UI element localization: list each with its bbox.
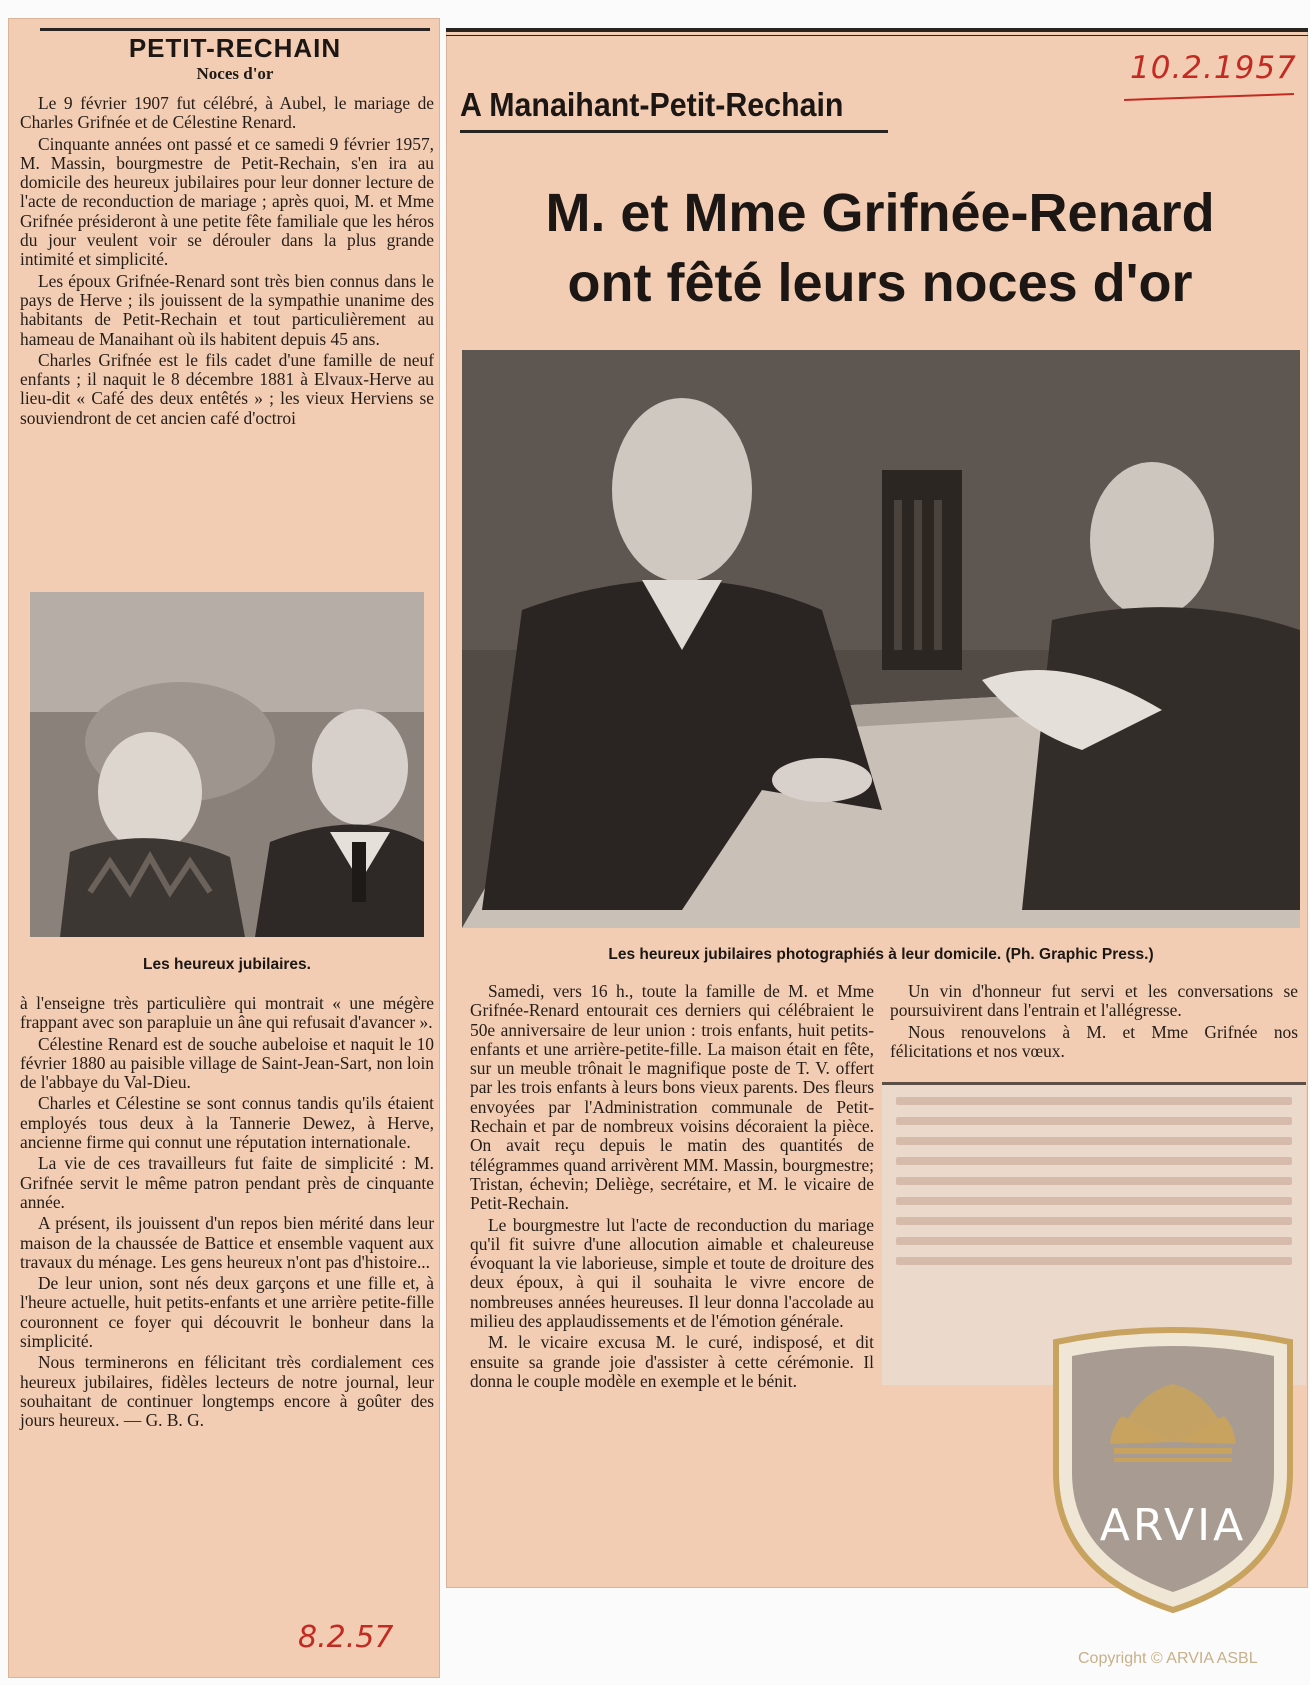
paragraph: Le bourgmestre lut l'acte de reconduction du mariage qu'il fit suivre d'une allocution aimable et chaleureuse évoquant la vie laborieuse, simple et toute de droiture des deux époux, à qui il souhaita le vivre encore de nombreuses années heureuses. Il leur donna l'accolade au milieu des applaudissements et de l'émotion générale.	[470, 1214, 874, 1332]
couple-photo-image	[30, 592, 424, 937]
faded-line	[896, 1117, 1292, 1125]
headline	[460, 178, 1300, 318]
handwritten-date: 10.2.1957	[1130, 50, 1297, 86]
faded-line	[896, 1137, 1292, 1145]
faded-line	[896, 1257, 1292, 1265]
arvia-shield-logo	[1050, 1322, 1296, 1614]
right-article-col-2	[890, 982, 1298, 1063]
couple-at-table-image	[462, 350, 1300, 928]
faded-line	[896, 1197, 1292, 1205]
left-heading	[40, 28, 430, 84]
headline-line-2: ont fêté leurs noces d'or	[567, 253, 1193, 313]
paragraph: Un vin d'honneur fut servi et les conversations se poursuivirent dans l'entrain et l'allégresse.	[890, 981, 1298, 1021]
headline-line-1: M. et Mme Grifnée-Renard	[545, 183, 1215, 243]
jubilaires-photo-small	[30, 592, 424, 937]
paragraph: De leur union, sont nés deux garçons et une fille et, à l'heure actuelle, huit petits-enfants et une arrière petite-fille couronnent ce foyer qui découvrit le bonheur dans la simplicité.	[20, 1273, 434, 1352]
paragraph: La vie de ces travailleurs fut faite de simplicité : M. Grifnée servit le même patron pendant près de cinquante année.	[20, 1153, 434, 1212]
paragraph: A présent, ils jouissent d'un repos bien mérité dans leur maison de la chaussée de Battice et ensemble vaquent aux travaux du ménage. Les gens heureux n'ont pas d'histoire...	[20, 1213, 434, 1272]
paragraph: Charles Grifnée est le fils cadet d'une famille de neuf enfants ; il naquit le 8 décembre 1881 à Elvaux-Herve au lieu-dit « Café des deux entêtés » ; les vieux Herviens se souviendront de cet ancien café d'octroi	[20, 349, 434, 428]
paragraph: à l'enseigne très particulière qui montrait « une mégère frappant avec son parapluie un âne qui refusait d'avancer ».	[20, 993, 434, 1033]
right-article-col-1	[470, 982, 874, 1393]
left-photo-caption: Les heureux jubilaires.	[143, 956, 311, 973]
faded-line	[896, 1237, 1292, 1245]
kicker: A Manaihant-Petit-Rechain	[460, 86, 844, 123]
jubilaires-photo-large	[462, 350, 1300, 928]
top-rule	[446, 28, 1308, 36]
paragraph: Célestine Renard est de souche aubeloise et naquit le 10 février 1880 au paisible village de Saint-Jean-Sart, non loin de l'abbaye du Val-Dieu.	[20, 1033, 434, 1093]
paragraph: Nous terminerons en félicitant très cordialement ces heureux jubilaires, fidèles lecteurs de notre journal, leur souhaitant de continuer longtemps encore à goûter des jours heureux. — G. B. G.	[20, 1352, 434, 1431]
handwritten-date-bottom: 8.2.57	[298, 1620, 394, 1655]
left-article-top	[20, 94, 434, 428]
logo-text: ARVIA	[1099, 1500, 1247, 1551]
left-subtitle: Noces d'or	[196, 64, 274, 83]
faded-line	[896, 1177, 1292, 1185]
paragraph: Le 9 février 1907 fut célébré, à Aubel, le mariage de Charles Grifnée et de Célestine Renard.	[20, 93, 434, 133]
kicker-rule	[460, 130, 888, 133]
faded-line	[896, 1157, 1292, 1165]
paragraph: Samedi, vers 16 h., toute la famille de M. et Mme Grifnée-Renard entourait ces derniers qui célébraient le 50e anniversaire de leur union : trois enfants, huit petits-enfants et une arrière-petite-fille. La maison était en fête, sur un meuble trônait le magnifique poste de T. V. offert par les trois enfants à leurs bons vieux parents. Des fleurs envoyées par l'Administration communale de Petit-Rechain et par de nombreux voisins décoraient la pièce. On avait reçu depuis le matin des quantités de télégrammes quand arrivèrent MM. Massin, bourgmestre; Tristan, échevin; Deliège, secrétaire, et M. le vicaire de Petit-Rechain.	[470, 981, 874, 1214]
paragraph: Les époux Grifnée-Renard sont très bien connus dans le pays de Herve ; ils jouissent de la sympathie unanime des habitants de Petit-Rechain et tout particulièrement au hameau de Manaihant où ils habitent depuis 45 ans.	[20, 270, 434, 349]
paragraph: Charles et Célestine se sont connus tandis qu'ils étaient employés tous deux à la Tannerie Dewez, à Herve, ancienne firme qui connut une réputation internationale.	[20, 1093, 434, 1153]
paragraph: Cinquante années ont passé et ce samedi 9 février 1957, M. Massin, bourgmestre de Petit-Rechain, s'en ira au domicile des heureux jubilaires pour leur donner lecture de l'acte de reconduction de mariage ; après quoi, M. et Mme Grifnée présideront à une petite fête familiale que les héros du jour veulent voir se dérouler dans la plus grande intimité et simplicité.	[20, 133, 434, 270]
paragraph: M. le vicaire excusa M. le curé, indisposé, et dit ensuite sa grande joie d'assister à cette cérémonie. Il donna le couple modèle en exemple et le bénit.	[470, 1332, 874, 1391]
faded-line	[896, 1097, 1292, 1105]
faded-line	[896, 1217, 1292, 1225]
copyright-notice: Copyright © ARVIA ASBL	[1078, 1650, 1258, 1667]
paragraph: Nous renouvelons à M. et Mme Grifnée nos félicitations et nos vœux.	[890, 1021, 1298, 1061]
left-article-bottom	[20, 994, 434, 1433]
left-title: PETIT-RECHAIN	[128, 33, 342, 63]
right-photo-caption: Les heureux jubilaires photographiés à leur domicile. (Ph. Graphic Press.)	[608, 946, 1154, 963]
